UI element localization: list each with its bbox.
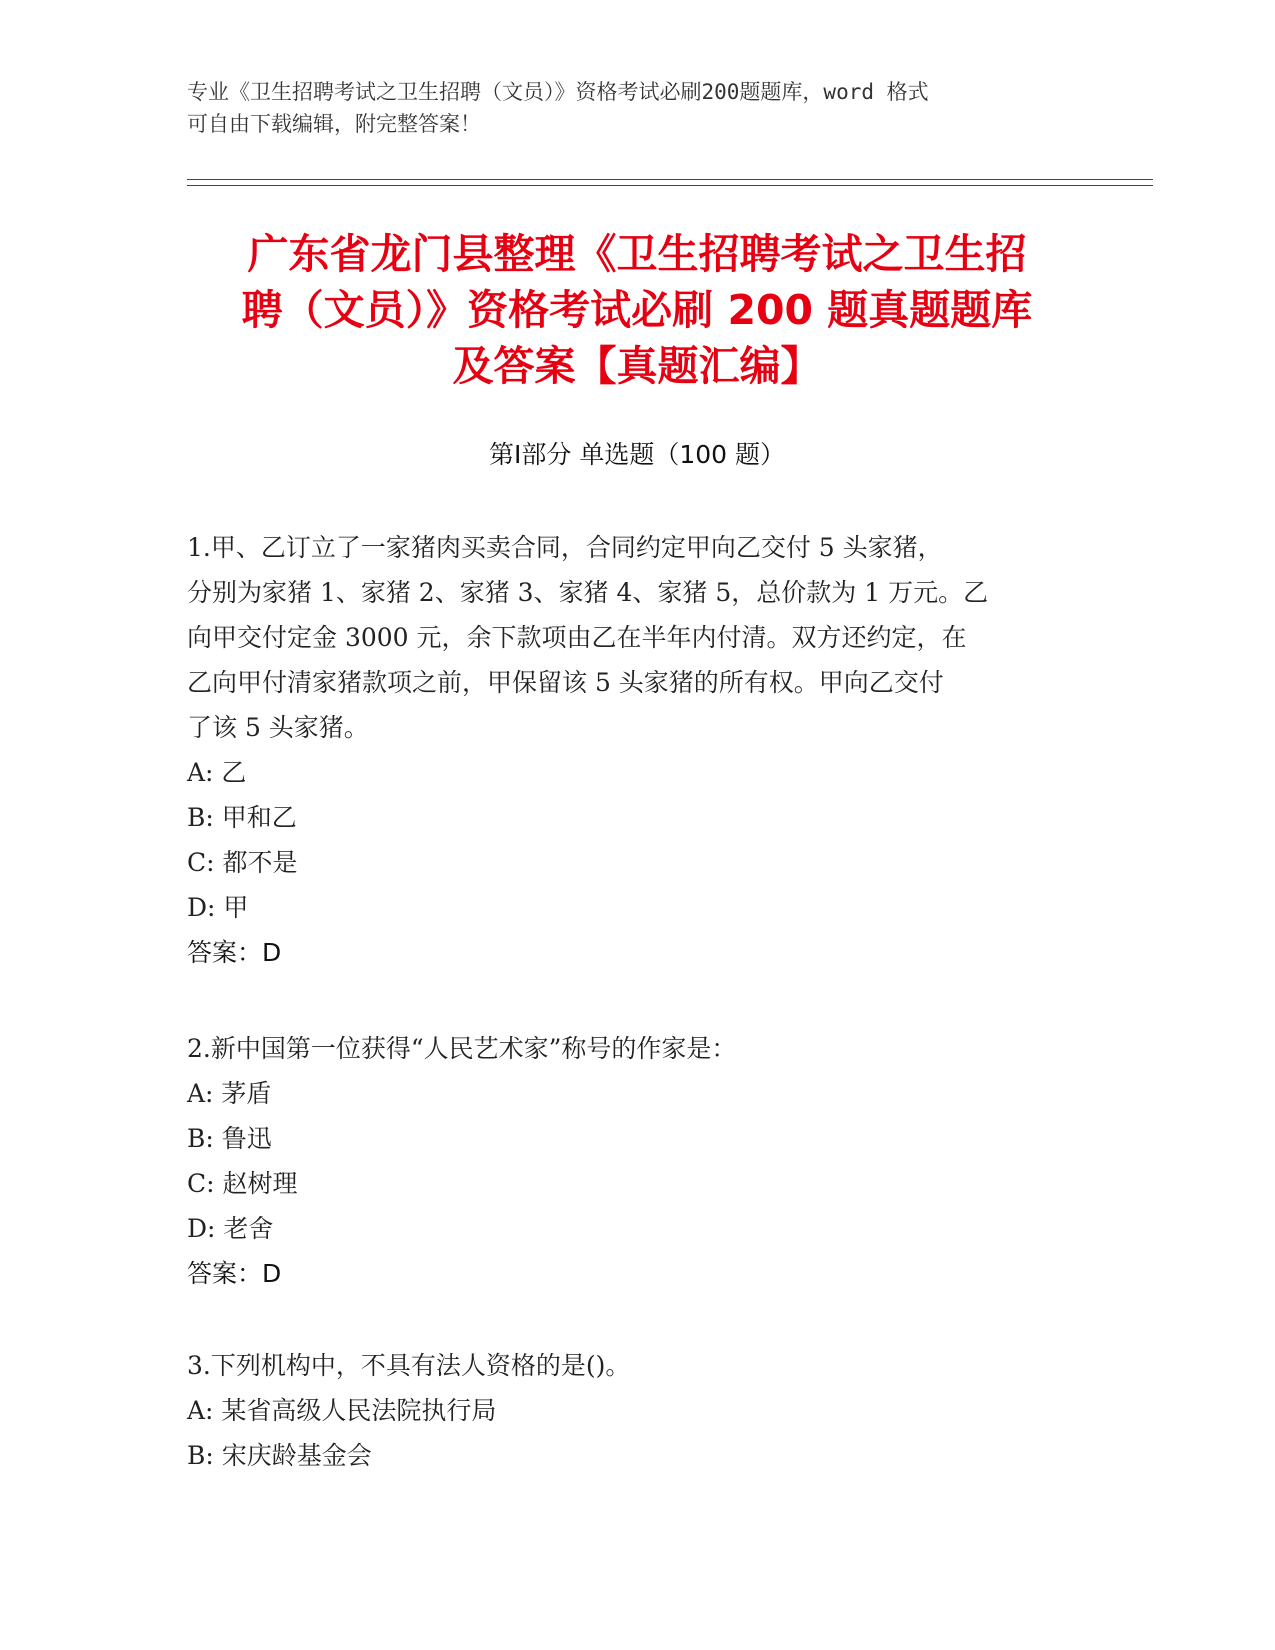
header-divider <box>187 179 1153 180</box>
header-divider <box>187 185 1153 186</box>
stem-line: 2.新中国第一位获得“人民艺术家”称号的作家是： <box>187 1034 737 1063</box>
stem-line: 分别为家猪 1、家猪 2、家猪 3、家猪 4、家猪 5，总价款为 1 万元。乙 <box>187 578 989 607</box>
answer-line: 答案：D <box>187 1259 282 1288</box>
option-b: B: 宋庆龄基金会 <box>187 1441 372 1470</box>
option-b: B: 鲁迅 <box>187 1124 272 1153</box>
title-line: 广东省龙门县整理《卫生招聘考试之卫生招 <box>247 230 1027 278</box>
question-1 <box>187 525 1077 975</box>
option-a: A: 乙 <box>187 758 247 787</box>
option-d: D: 甲 <box>187 893 249 922</box>
title-line: 及答案【真题汇编】 <box>452 342 822 390</box>
question-stem <box>187 1026 1077 1071</box>
section-heading: 第Ⅰ部分 单选题（100 题） <box>489 440 785 469</box>
option-a: A: 某省高级人民法院执行局 <box>187 1396 497 1425</box>
header-note <box>187 76 1077 140</box>
stem-line: 向甲交付定金 3000 元，余下款项由乙在半年内付清。双方还约定，在 <box>187 623 967 652</box>
question-3 <box>187 1343 1077 1478</box>
option-c: C: 赵树理 <box>187 1169 298 1198</box>
option-d: D: 老舍 <box>187 1214 274 1243</box>
answer-line: 答案：D <box>187 938 282 967</box>
stem-line: 1.甲、乙订立了一家猪肉买卖合同，合同约定甲向乙交付 5 头家猪， <box>187 533 943 562</box>
stem-line: 了该 5 头家猪。 <box>187 713 369 742</box>
option-a: A: 茅盾 <box>187 1079 272 1108</box>
option-b: B: 甲和乙 <box>187 803 297 832</box>
document-title <box>187 226 1087 394</box>
stem-line: 3.下列机构中，不具有法人资格的是()。 <box>187 1351 631 1380</box>
stem-line: 乙向甲付清家猪款项之前，甲保留该 5 头家猪的所有权。甲向乙交付 <box>187 668 944 697</box>
question-2 <box>187 1026 1077 1296</box>
question-stem <box>187 525 1077 750</box>
option-c: C: 都不是 <box>187 848 298 877</box>
question-stem <box>187 1343 1077 1388</box>
header-note-line: 专业《卫生招聘考试之卫生招聘（文员）》资格考试必刷200题题库，word 格式 <box>187 80 929 104</box>
title-line: 聘（文员）》资格考试必刷 200 题真题题库 <box>241 286 1033 334</box>
header-note-line: 可自由下载编辑，附完整答案！ <box>187 112 481 136</box>
